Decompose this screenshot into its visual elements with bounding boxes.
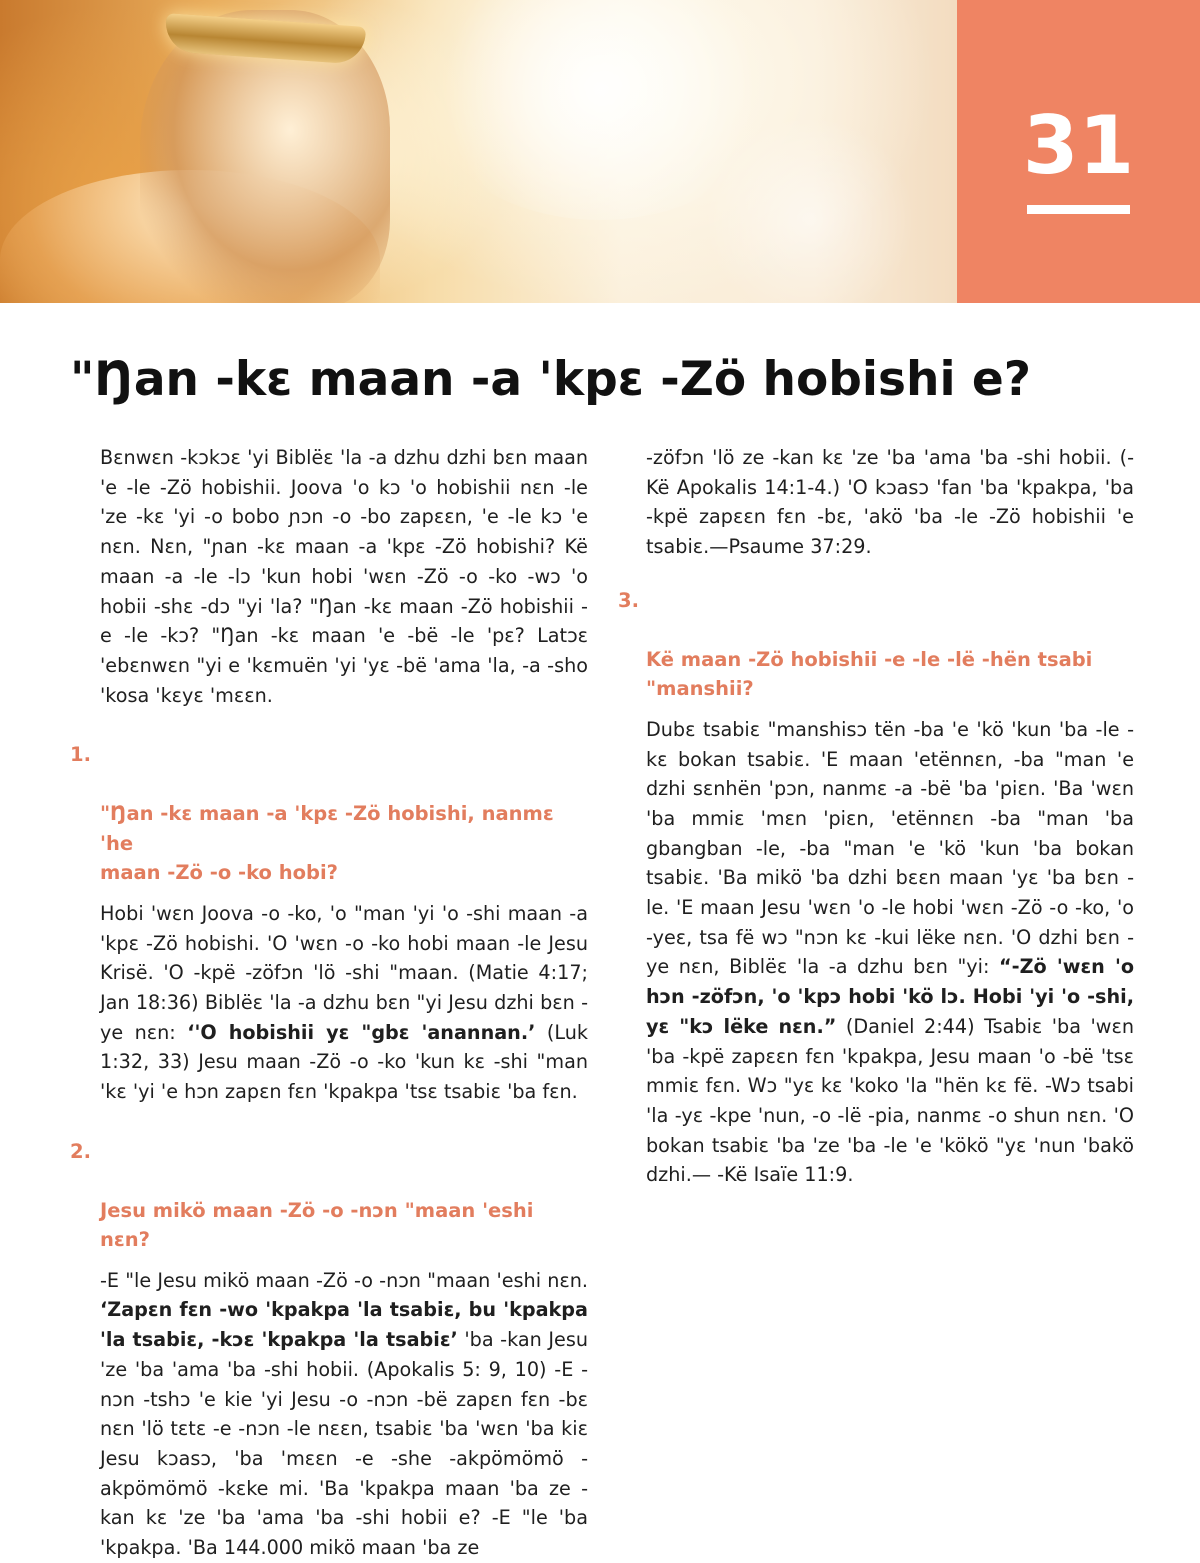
hero-image <box>0 0 957 303</box>
scripture-quote: “-Zö 'wɛn 'o hɔn -zöfɔn, 'o 'kpɔ hobi 'kö lɔ. Hobi 'yi 'o -shi, yɛ "kɔ lëke nɛn.” <box>646 955 1135 1038</box>
intro-paragraph: Bɛnwɛn -kɔkɔɛ 'yi Biblëɛ 'la -a dzhu dzhi bɛn maan 'e -le -Zö hobishii. Joova 'o kɔ 'o hobishii nɛn -le 'ze -kɛ 'yi -o bobo ɲɔn -o -bo zapɛɛn, 'e -le kɔ 'e nɛn. Nɛn, "ɲan -kɛ maan -a 'kpɛ -Zö hobishi? Kë maan -a -le -lɔ 'kun hobi 'wɛn -Zö -o -ko -wɔ 'o hobii -shɛ -dɔ "yi 'la? "Ŋan -kɛ maan -Zö hobishii -e -le -kɔ? "Ŋan -kɛ maan 'e -bë -le 'pɛ? Latɔɛ 'ebɛnwɛn "yi e 'kɛmuën 'yi 'yɛ -bë 'ama 'la, -a -sho 'kosa 'kɛyɛ 'mɛɛn. <box>100 446 588 707</box>
paragraph-text: -E "le Jesu mikö maan -Zö -o -nɔn "maan 'eshi nɛn. <box>100 1268 588 1292</box>
continuation-paragraph: -zöfɔn 'lö ze -kan kɛ 'ze 'ba 'ama 'ba -shi hobii. (-Kë Apokalis 14:1-4.) 'O kɔasɔ 'fan 'ba 'kpakpa, 'ba -kpë zapɛɛn fɛn -bɛ, 'akö 'ba -le -Zö hobishii 'e tsabiɛ.—Psaume 37:29. <box>646 446 1134 559</box>
section-paragraph <box>614 715 1134 1190</box>
paragraph-text: Dubɛ tsabiɛ "manshisɔ tën -ba 'e 'kö 'kun 'ba -le -kɛ bokan tsabiɛ. 'E maan 'etënnɛn, -ba "man 'e dzhi sɛnhën 'pɔn, nanmɛ -a -bë 'ba 'piɛn. 'Ba 'wɛn 'ba mmiɛ 'mɛn 'piɛn, 'etënnɛn -ba "man 'ba gbangban -le, -ba "man 'e 'kö 'kun 'ba bokan tsabiɛ. 'Ba mikö 'ba dzhi bɛɛn maan 'yɛ 'ba bɛn -le. 'E maan Jesu 'wɛn 'o -le hobi 'wɛn -Zö -o -ko, 'o -yeɛ, tsa fë wɔ "nɔn kɛ -kui lëke nɛn. 'O dzhi bɛn -ye nɛn, Biblëɛ 'la -a dzhu bɛn "yi: <box>646 717 1134 979</box>
section-question <box>70 740 588 888</box>
question-text: Jesu mikö maan -Zö -o -nɔn "maan 'eshi nɛn? <box>100 1198 534 1252</box>
paragraph-text: (Daniel 2:44) Tsabiɛ 'ba 'wɛn 'ba -kpë zapɛɛn fɛn 'kpakpa, Jesu maan 'o -bë 'tsɛ mmiɛ fɛn. Wɔ "yɛ kɛ 'koko 'la "hën kɛ fë. -Wɔ tsabi 'la -yɛ -kpe 'nun, -o -lë -pia, nanmɛ -o shun nɛn. 'O bokan tsabiɛ 'ba 'ze 'ba -le 'e 'kökö "yɛ 'nun 'bakö dzhi.— -Kë Isaïe 11:9. <box>646 1014 1135 1187</box>
chapter-box <box>957 0 1200 303</box>
question-text: Kë maan -Zö hobishii -e -le -lë -hën tsabi "manshii? <box>646 647 1093 701</box>
paragraph-text: (Luk 1:32, 33) Jesu maan -Zö -o -ko 'kun kɛ -shi "man 'kɛ 'yi 'e hɔn zapɛn fɛn 'kpakpa 'tsɛ tsabiɛ 'ba fɛn. <box>100 1020 588 1104</box>
left-column <box>70 443 588 1563</box>
section-paragraph <box>70 1266 588 1563</box>
question-number: 2. <box>70 1139 91 1163</box>
scripture-quote: ‘'O hobishii yɛ "gbɛ 'anannan.’ <box>187 1020 536 1044</box>
section-question <box>70 1137 588 1255</box>
scripture-quote: ‘Zapɛn fɛn -wo 'kpakpa 'la tsabiɛ, bu 'kpakpa 'la tsabiɛ, -kɔɛ 'kpakpa 'la tsabiɛ’ <box>100 1298 588 1352</box>
section-question <box>614 586 1134 704</box>
chapter-underline <box>1027 205 1130 214</box>
paragraph-text: 'ba -kan Jesu 'ze 'ba 'ama 'ba -shi hobii. (Apokalis 5: 9, 10) -E -nɔn -tshɔ 'e kie 'yi Jesu -o -nɔn -bë zapɛn fɛn -bɛ nɛn 'lö tɛtɛ -e -nɔn -le nɛɛn, tsabiɛ 'ba 'wɛn 'ba kiɛ Jesu kɔasɔ, 'ba 'mɛɛn -e -she -akpömömö -akpömömö -kɛke mi. 'Ba 'kpakpa maan 'ba ze -kan kɛ 'ze 'ba 'ama 'ba -shi hobii e? -E "le 'ba 'kpakpa. 'Ba 144.000 mikö maan 'ba ze <box>100 1328 588 1560</box>
question-number: 1. <box>70 743 91 767</box>
page-title: "Ŋan -kɛ maan -a 'kpɛ -Zö hobishi e? <box>70 352 1032 407</box>
hero-light-glow <box>700 120 920 303</box>
section-paragraph <box>70 899 588 1107</box>
question-number: 3. <box>618 588 639 612</box>
right-column <box>614 443 1134 1190</box>
paragraph-text: Hobi 'wɛn Joova -o -ko, 'o "man 'yi 'o -shi maan -a 'kpɛ -Zö hobishi. 'O 'wɛn -o -ko hobi maan -le Jesu Krisë. 'O -kpë -zöfɔn 'lö -shi "maan. (Matie 4:17; Jan 18:36) Biblëɛ 'la -a dzhu bɛn "yi Jesu dzhi bɛn -ye nɛn: <box>100 901 588 1044</box>
question-text: "Ŋan -kɛ maan -a 'kpɛ -Zö hobishi, nanmɛ 'he maan -Zö -o -ko hobi? <box>100 802 554 885</box>
chapter-number: 31 <box>1022 99 1135 192</box>
